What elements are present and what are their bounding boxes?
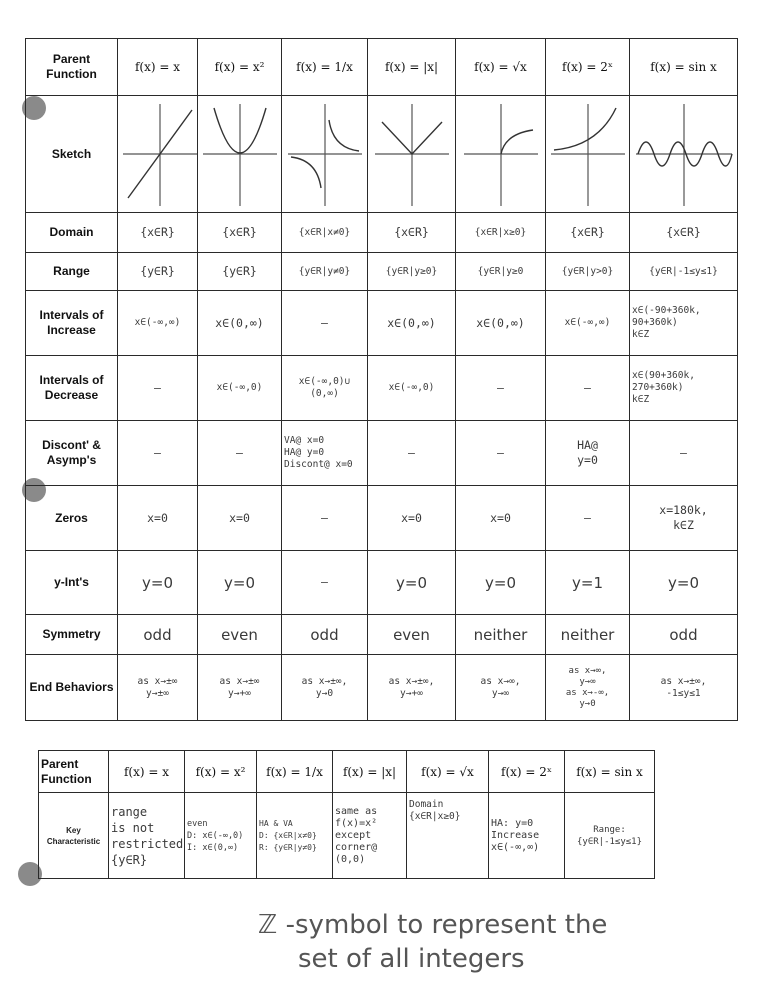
end-behavior-cell: as x→±∞ y→+∞	[198, 655, 282, 721]
range-cell: {y∈R}	[198, 253, 282, 291]
domain-cell: {x∈R|x≠0}	[282, 213, 368, 253]
row-label: y-Int's	[26, 551, 118, 615]
integer-symbol-note	[258, 908, 607, 976]
function-header: f(x) = |x|	[333, 751, 407, 793]
asymptote-cell: —	[118, 421, 198, 486]
key-characteristic-cell: Domain {x∈R|x≥0}	[407, 793, 489, 879]
note-line-1: ℤ -symbol to represent the	[258, 910, 608, 940]
symmetry-cell: odd	[282, 615, 368, 655]
asymptote-row	[26, 421, 738, 486]
increase-cell: x∈(-∞,∞)	[546, 291, 630, 356]
function-header: f(x) = x²	[185, 751, 257, 793]
function-header: f(x) = 2ˣ	[489, 751, 565, 793]
end-behavior-cell: as x→±∞, y→0	[282, 655, 368, 721]
domain-cell: {x∈R}	[118, 213, 198, 253]
domain-cell: {x∈R}	[546, 213, 630, 253]
decrease-cell: x∈(90+360k, 270+360k) k∈Z	[630, 356, 738, 421]
decrease-cell: —	[546, 356, 630, 421]
row-label: Domain	[26, 213, 118, 253]
row-label: Zeros	[26, 486, 118, 551]
function-header: f(x) = 2ˣ	[546, 39, 630, 96]
key-characteristic-cell: range is not restricted {y∈R}	[109, 793, 185, 879]
parent-functions-table	[25, 38, 738, 721]
zeros-cell: —	[546, 486, 630, 551]
y-intercept-cell: y=0	[456, 551, 546, 615]
increase-cell: x∈(-90+360k, 90+360k) k∈Z	[630, 291, 738, 356]
zeros-cell: —	[282, 486, 368, 551]
end-behavior-cell: as x→∞, y→∞ as x→-∞, y→0	[546, 655, 630, 721]
row-label: End Behaviors	[26, 655, 118, 721]
increase-row	[26, 291, 738, 356]
y-intercept-cell: y=0	[198, 551, 282, 615]
function-header: f(x) = sin x	[630, 39, 738, 96]
domain-cell: {x∈R}	[368, 213, 456, 253]
key-characteristic-row	[39, 793, 655, 879]
asymptote-cell: —	[456, 421, 546, 486]
row-label: Symmetry	[26, 615, 118, 655]
asymptote-cell: HA@ y=0	[546, 421, 630, 486]
range-cell: {y∈R|y≥0	[456, 253, 546, 291]
absolute-value-graph-icon	[368, 96, 456, 213]
symmetry-cell: neither	[456, 615, 546, 655]
row-label: Range	[26, 253, 118, 291]
increase-cell: x∈(0,∞)	[368, 291, 456, 356]
header-row	[26, 39, 738, 96]
key-characteristic-cell: Range: {y∈R|-1≤y≤1}	[565, 793, 655, 879]
hyperbola-graph-icon	[282, 96, 368, 213]
note-line-2: set of all integers	[298, 944, 525, 974]
domain-row	[26, 213, 738, 253]
row-label: Intervals of Increase	[26, 291, 118, 356]
increase-cell: —	[282, 291, 368, 356]
end-behavior-cell: as x→±∞, -1≤y≤1	[630, 655, 738, 721]
range-cell: {y∈R|y≥0}	[368, 253, 456, 291]
y-intercept-cell: y=0	[118, 551, 198, 615]
y-intercept-cell: y=1	[546, 551, 630, 615]
symmetry-cell: even	[368, 615, 456, 655]
range-row	[26, 253, 738, 291]
zeros-cell: x=180k, k∈Z	[630, 486, 738, 551]
decrease-cell: x∈(-∞,0)	[198, 356, 282, 421]
header-row	[39, 751, 655, 793]
exponential-graph-icon	[546, 96, 630, 213]
decrease-cell: —	[456, 356, 546, 421]
function-header: f(x) = |x|	[368, 39, 456, 96]
function-header: f(x) = √x	[407, 751, 489, 793]
zeros-cell: x=0	[456, 486, 546, 551]
zeros-cell: x=0	[368, 486, 456, 551]
end-behavior-cell: as x→±∞, y→+∞	[368, 655, 456, 721]
decrease-cell: —	[118, 356, 198, 421]
end-behavior-cell: as x→±∞ y→±∞	[118, 655, 198, 721]
header-label: Parent Function	[26, 39, 118, 96]
y-intercept-cell: y=0	[368, 551, 456, 615]
function-header: f(x) = 1/x	[282, 39, 368, 96]
end-behavior-row	[26, 655, 738, 721]
key-characteristic-cell: same as f(x)=x² except corner@ (0,0)	[333, 793, 407, 879]
symmetry-cell: even	[198, 615, 282, 655]
asymptote-cell: —	[630, 421, 738, 486]
y-intercept-cell: y=0	[630, 551, 738, 615]
y-intercept-cell: —	[282, 551, 368, 615]
increase-cell: x∈(-∞,∞)	[118, 291, 198, 356]
sketch-row	[26, 96, 738, 213]
increase-cell: x∈(0,∞)	[198, 291, 282, 356]
domain-cell: {x∈R}	[630, 213, 738, 253]
zeros-row	[26, 486, 738, 551]
row-label: Sketch	[26, 96, 118, 213]
symmetry-cell: neither	[546, 615, 630, 655]
asymptote-cell: —	[198, 421, 282, 486]
domain-cell: {x∈R|x≥0}	[456, 213, 546, 253]
function-header: f(x) = x	[109, 751, 185, 793]
range-cell: {y∈R}	[118, 253, 198, 291]
asymptote-cell: VA@ x=0 HA@ y=0 Discont@ x=0	[282, 421, 368, 486]
range-cell: {y∈R|y>0}	[546, 253, 630, 291]
key-characteristic-cell: HA & VA D: {x∈R|x≠0} R: {y∈R|y≠0}	[257, 793, 333, 879]
row-label: Key Characteristic	[39, 793, 109, 879]
sine-graph-icon	[630, 96, 738, 213]
range-cell: {y∈R|y≠0}	[282, 253, 368, 291]
symmetry-row	[26, 615, 738, 655]
row-label: Intervals of Decrease	[26, 356, 118, 421]
key-characteristic-cell: HA: y=0 Increase x∈(-∞,∞)	[489, 793, 565, 879]
key-characteristics-table	[38, 750, 655, 879]
function-header: f(x) = √x	[456, 39, 546, 96]
symmetry-cell: odd	[118, 615, 198, 655]
range-cell: {y∈R|-1≤y≤1}	[630, 253, 738, 291]
line-graph-icon	[118, 96, 198, 213]
y-intercept-row	[26, 551, 738, 615]
zeros-cell: x=0	[118, 486, 198, 551]
parabola-graph-icon	[198, 96, 282, 213]
decrease-cell: x∈(-∞,0)	[368, 356, 456, 421]
decrease-cell: x∈(-∞,0)∪ (0,∞)	[282, 356, 368, 421]
increase-cell: x∈(0,∞)	[456, 291, 546, 356]
decrease-row	[26, 356, 738, 421]
header-label: Parent Function	[39, 751, 109, 793]
function-header: f(x) = 1/x	[257, 751, 333, 793]
square-root-graph-icon	[456, 96, 546, 213]
row-label: Discont' & Asymp's	[26, 421, 118, 486]
key-characteristic-cell: even D: x∈(-∞,0) I: x∈(0,∞)	[185, 793, 257, 879]
domain-cell: {x∈R}	[198, 213, 282, 253]
function-header: f(x) = x²	[198, 39, 282, 96]
end-behavior-cell: as x→∞, y→∞	[456, 655, 546, 721]
function-header: f(x) = sin x	[565, 751, 655, 793]
symmetry-cell: odd	[630, 615, 738, 655]
function-header: f(x) = x	[118, 39, 198, 96]
asymptote-cell: —	[368, 421, 456, 486]
zeros-cell: x=0	[198, 486, 282, 551]
